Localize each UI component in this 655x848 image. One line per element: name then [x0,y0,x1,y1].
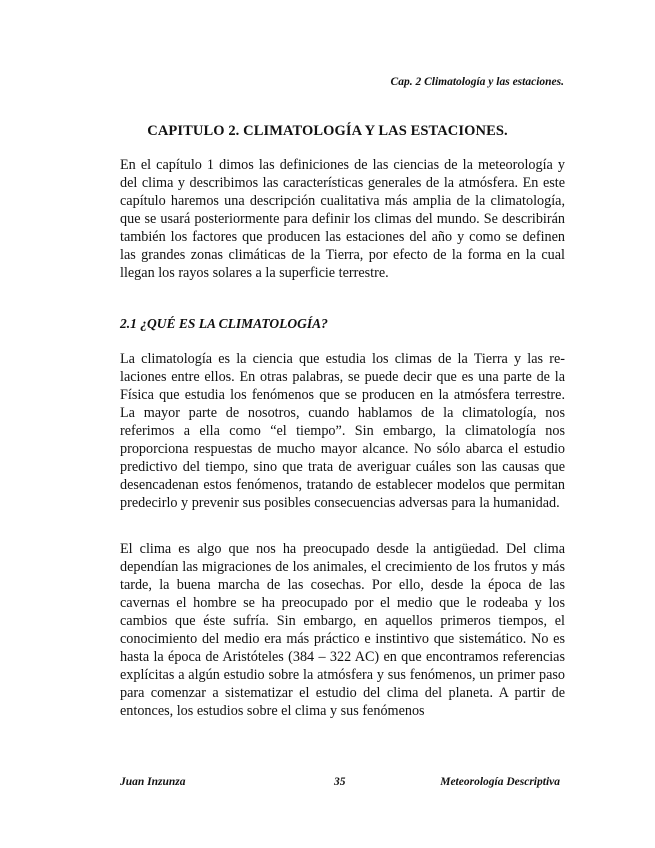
chapter-title: CAPITULO 2. CLIMATOLOGÍA Y LAS ESTACIONES. [147,123,508,139]
paragraph-intro: En el capítulo 1 dimos las definiciones de las ciencias de la meteorología y del clima y describimos las características generales de la atmósfera. En este capítulo haremos una descripción cualitativa más amplia de la climatología, que se usará posteriormente para definir los climas del mundo. Se describirán también los factores que producen las estaciones del año y como se definen las grandes zonas climáticas de la Tierra, por efecto de la forma en la cual llegan los rayos solares a la superficie terrestre. [120,157,565,281]
section-heading: 2.1 ¿QUÉ ES LA CLIMATOLOGÍA? [120,316,328,331]
footer-author: Juan Inzunza [120,776,186,788]
running-header: Cap. 2 Climatología y las estaciones. [390,76,564,88]
footer-book-title: Meteorología Descriptiva [440,776,560,788]
paragraph-history: El clima es algo que nos ha preocupado desde la antigüedad. Del clima dependían las migraciones de los animales, el crecimiento de los frutos y más tarde, la buena marcha de las cosechas. Por ello, desde la época de las cavernas el hombre se ha preocupado por el medio que le rodeaba y los cambios que éste sufría. Sin embargo, en aquellos primeros tiempos, el conocimiento del medio era más práctico e instintivo que sistemático. No es hasta la época de Aristóteles (384 – 322 AC) en que encontramos referencias explícitas a algún estudio sobre la atmósfera y sus fenómenos, un primer paso para comenzar a sistematizar el estudio del clima del planeta. A partir de entonces, los estudios sobre el clima y sus fenómenos [120,541,565,719]
paragraph-definition: La climatología es la ciencia que estudia los climas de la Tierra y las relaciones entre ellos. En otras palabras, se puede decir que es una parte de la Física que estudia los fenómenos que se producen en la atmósfera terrestre. La mayor parte de nosotros, cuando hablamos de la climatología, nos referimos a ella como “el tiempo”. Sin embargo, la climatología nos proporciona respuestas de mucho mayor alcance. No sólo abarca el estudio predictivo del tiempo, sino que trata de averiguar cuáles son las causas que desencadenan estos fenómenos, tratando de establecer modelos que permitan predecirlo y prevenir sus posibles consecuencias adversas para la humanidad. [120,351,565,511]
page-number: 35 [334,776,346,788]
